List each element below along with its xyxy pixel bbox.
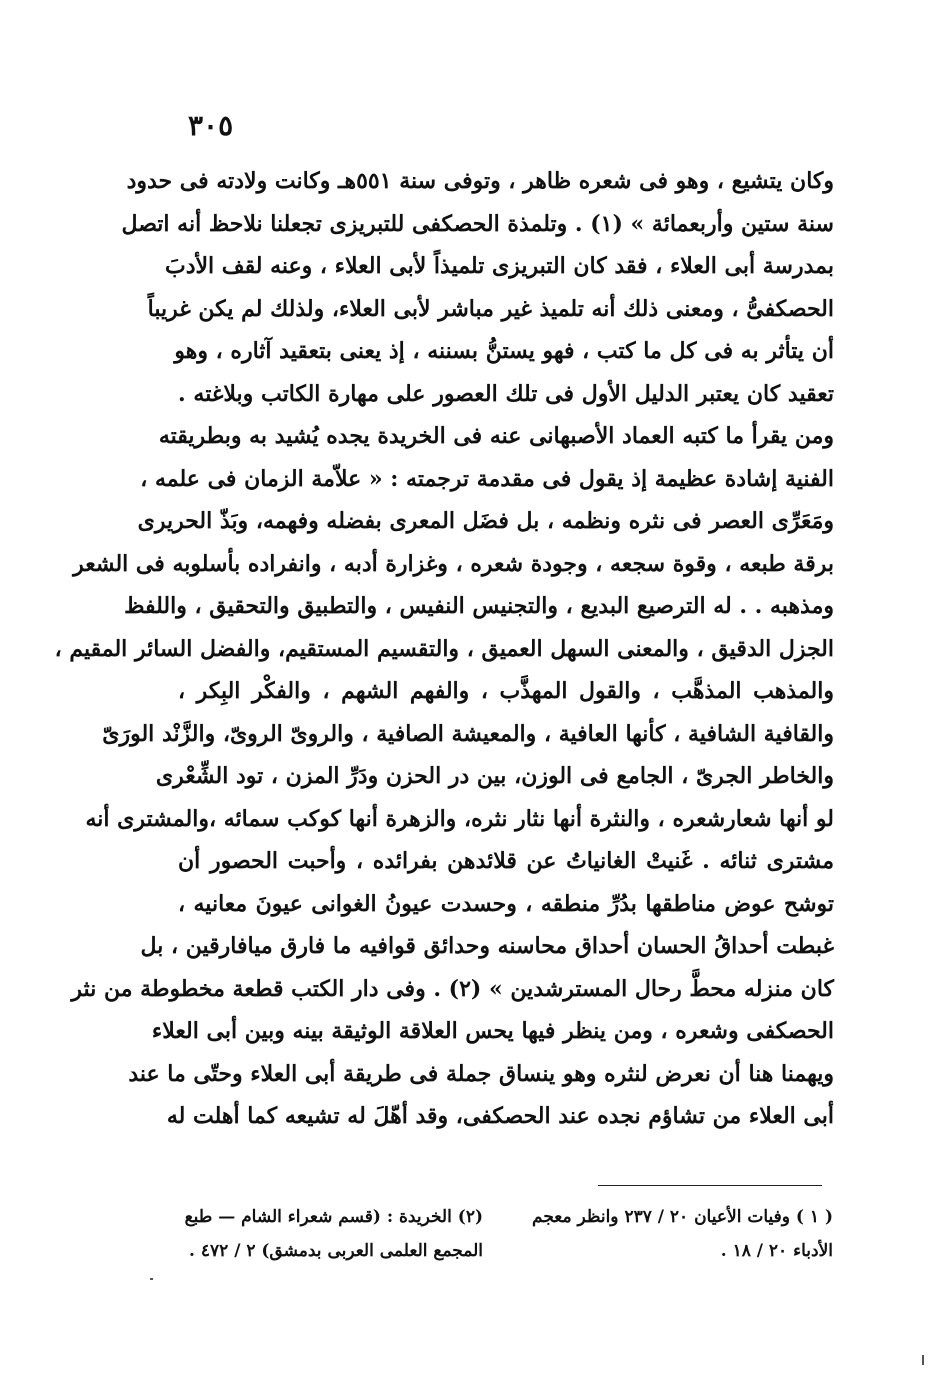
text-line: ومذهبه . . له الترصيع البديع ، والتجنيس النفيس ، والتطبيق والتحقيق ، واللفظ [124,593,834,619]
footnote-line: الأدباء ٢٠ / ١٨ . [720,1241,833,1261]
text-line: الفنية إشادة عظيمة إذ يقول فى مقدمة ترجمته : « علاّمة الزمان فى علمه ، [140,465,834,492]
text-line: والقافية الشافية ، كأنها العافية ، والمعيشة الصافية ، والروىّ الروىّ، والزَّنْد الورَىّ [102,720,834,747]
page-number: ٣٠٥ [188,109,234,142]
text-line: الحصكفى وشعره ، ومن ينظر فيها يحس العلاقة الوثيقة بينه وبين أبى العلاء [151,1018,834,1044]
text-line: ومن يقرأ ما كتبه العماد الأصبهانى عنه فى الخريدة يجده يُشيد به وبطريقته [158,423,834,449]
text-line: تعقيد كان يعتبر الدليل الأول فى تلك العصور على مهارة الكاتب وبلاغته . [178,380,834,407]
scan-speck [150,1278,153,1280]
footnotes [165,1200,833,1268]
footnote-1 [515,1200,833,1268]
text-line: الجزل الدقيق ، والمعنى السهل العميق ، والتقسيم المستقيم، والفضل السائر المقيم ، [54,635,834,662]
text-line: برقة طبعه ، وقوة سجعه ، وجودة شعره ، وغزارة أدبه ، وانفراده بأسلوبه فى الشعر [73,550,834,577]
text-line: غبطت أحداقُ الحسان أحداق محاسنه وحدائق قوافيه ما فارق ميافارقين ، بل [140,933,834,959]
footnote-divider [598,1185,822,1186]
text-line: مشترى ثنائه . غَنيتْ الغانياتُ عن قلائدهن بفرائده ، وأحبت الحصور أن [178,848,834,874]
footnote-line: (٢) الخريدة : (قسم شعراء الشام — طبع [184,1207,483,1227]
text-line: أن يتأثر به فى كل ما كتب ، فهو يستنُّ بسننه ، إذ يعنى بتعقيد آثاره ، وهو [174,338,834,364]
text-line: بمدرسة أبى العلاء ، فقد كان التبريزى تلميذاً لأبى العلاء ، وعنه لقف الأدبَ [164,253,834,279]
text-line: ومَعَرِّى العصر فى نثره ونظمه ، بل فضَل المعرى بفضله وفهمه، وبَذّ الحريرى [137,508,834,534]
body-text [54,160,834,1138]
text-line: والخاطر الجرىّ ، الجامع فى الوزن، بين در الحزن ودَرِّ المزن ، تود الشِّعْرى [155,763,834,789]
footnote-2 [165,1200,483,1268]
text-line: الحصكفىُّ ، ومعنى ذلك أنه تلميذ غير مباشر لأبى العلاء، ولذلك لم يكن غريباً [147,295,834,322]
text-line: والمذهب المذهَّب ، والقول المهذَّب ، والفهم الشهم ، والفكْر البِكر ، [178,678,834,704]
text-line: سنة ستين وأربعمائة » (١) . وتلمذة الحصكفى للتبريزى تجعلنا نلاحظ أنه اتصل [121,210,834,237]
text-line: أبى العلاء من تشاؤم نجده عند الحصكفى، وقد أهّلَ له تشيعه كما أهلت له [166,1103,834,1129]
text-line: كان منزله محطَّ رحال المسترشدين » (٢) . وفى دار الكتب قطعة مخطوطة من نثر [71,975,834,1002]
footnote-line: ( ١ ) وفيات الأعيان ٢٠ / ٢٣٧ وانظر معجم [532,1207,833,1227]
text-line: وكان يتشيع ، وهو فى شعره ظاهر ، وتوفى سنة ٥٥١هـ وكانت ولادته فى حدود [126,168,834,194]
text-line: ويهمنا هنا أن نعرض لنثره وهو ينساق جملة فى طريقة أبى العلاء وحتّى ما عند [128,1060,834,1087]
text-line: لو أنها شعارشعره ، والنثرة أنها نثار نثره، والزهرة أنها كوكب سمائه ،والمشترى أنه [85,805,834,832]
footnote-line: المجمع العلمى العربى بدمشق) ٢ / ٤٧٢ . [189,1241,483,1261]
scan-speck [922,1355,924,1365]
text-line: توشح عوض مناطقها بدُرِّ منطقه ، وحسدت عيونُ الغوانى عيونَ معانيه ، [178,890,834,917]
